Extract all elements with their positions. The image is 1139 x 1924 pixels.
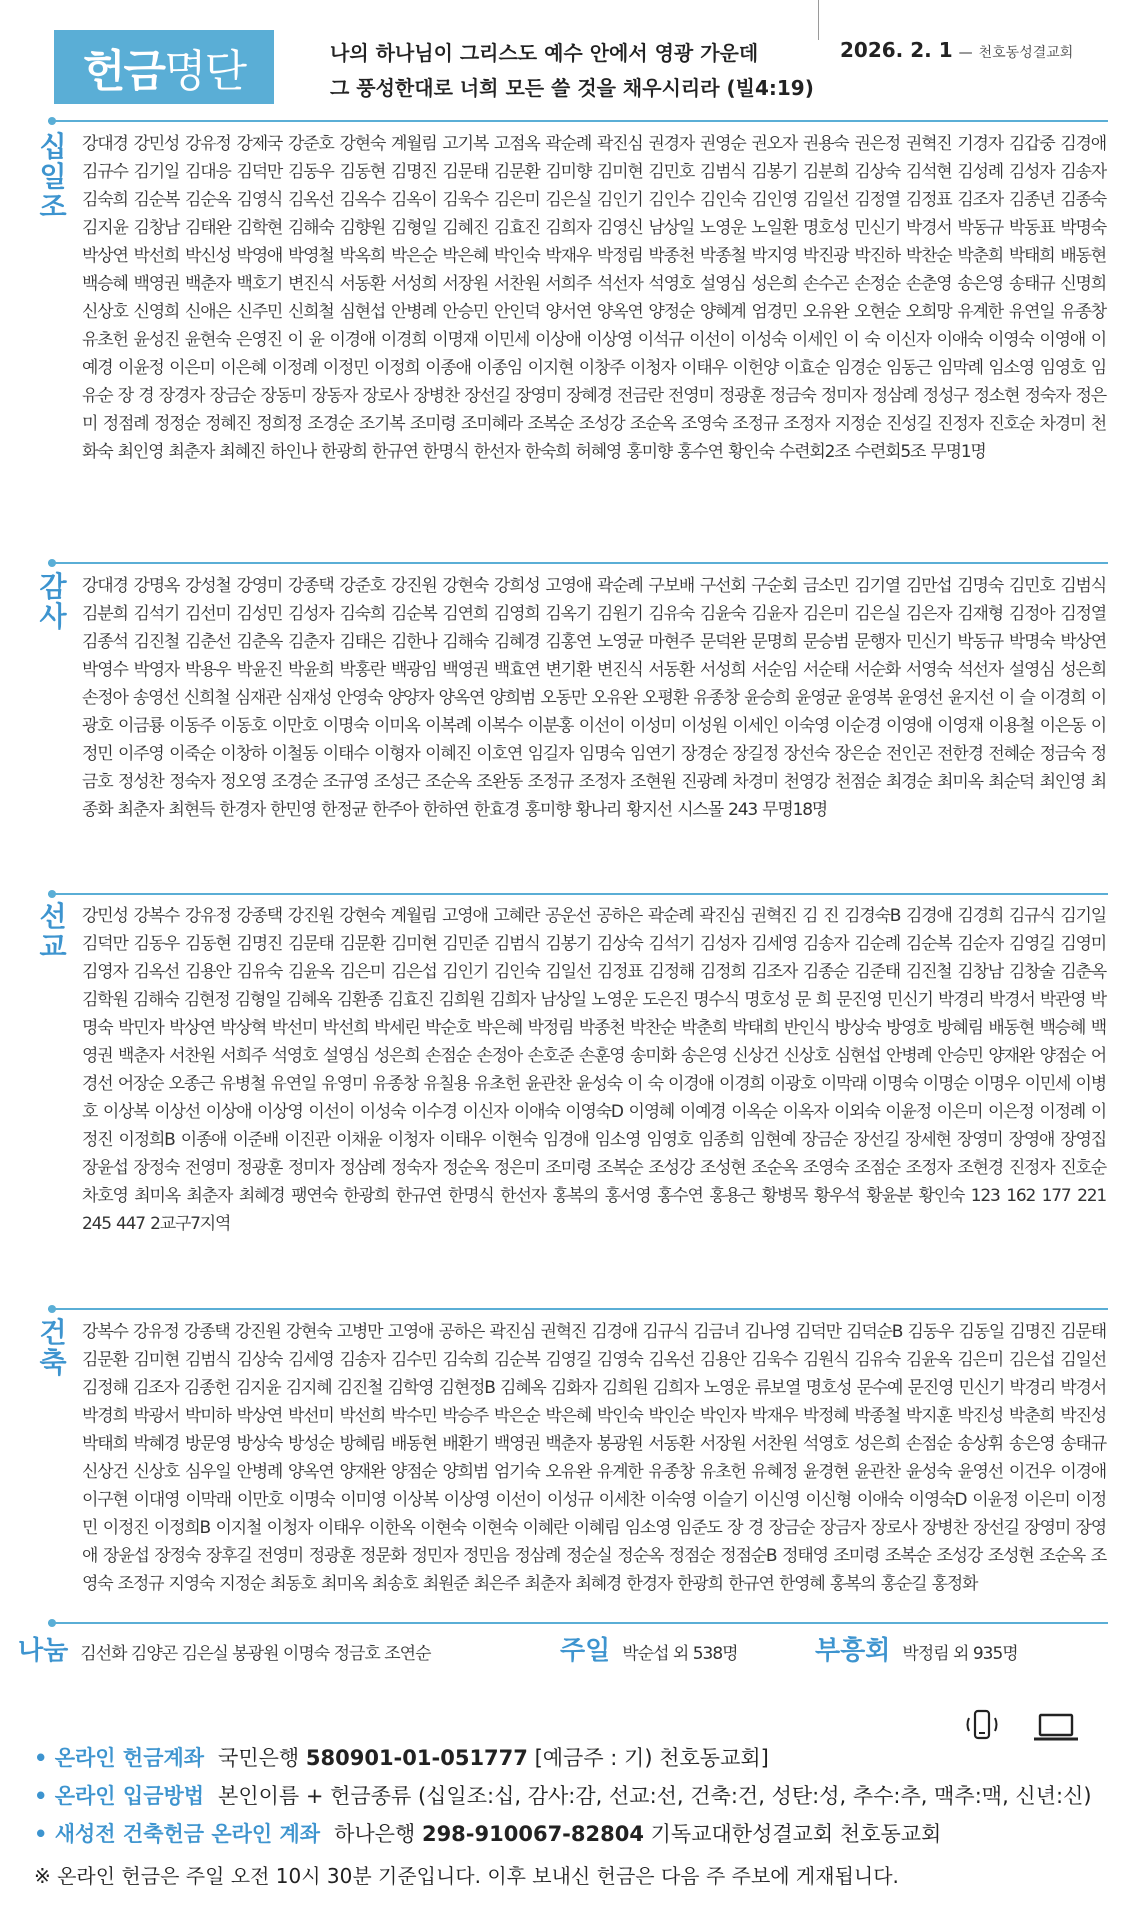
tithe-names: 강대경 강민성 강유정 강제국 강준호 강현숙 계월림 고기복 고점옥 곽순례 곽진심 권경자 권영순 권오자 권용숙 권은정 권혁진 기경자 김갑중 김경애 김규수 김기일 김대응 김덕만 김동우 김동현 김명진 김문태 김문환 김미향 김미현 김민호 김범식 김봉기 김분희 김상숙 김석현 김성례 김성자 김송자 김숙희 김순복 김순옥 김영식 김옥선 김옥수 김옥이 김욱수 김은미 김은실 김인기 김인수 김인숙 김인영 김일선 김정열 김정표 김조자 김종년 김종숙 김지윤 김창남 김태완 김학현 김해숙 김향원 김형일 김혜진 김효진 김희자 김영신 남상일 노영운 노일환 명호성 민신기 박경서 박동규 박동표 박명숙 박상연 박선희 박신성 박영애 박영철 박옥희 박은순 박은혜 박인숙 박재우 박정림 박종천 박종철 박지영 박진광 박진하 박찬순 박춘희 박태희 배동현 백승혜 백영권 백춘자 백호기 변진식 서동환 서성희 서장원 서찬원 서희주 석선자 석영호 설영심 성은희 손수곤 손정순 손춘영 송은영 송태규 신명희 신상호 신영희 신애은 신주민 신희철 심현섭 안병례 안승민 안인덕 양서연 양옥연 양정순 양혜계 엄경민 오유완 오현순 오희망 유계한 유연일 유종창 유초헌 윤성진 윤현숙 은영진 이 윤 이경애 이경희 이명재 이민세 이상애 이상영 이석규 이선이 이성숙 이세인 이 숙 이신자 이애숙 이영숙 이영애 이예경 이윤정 이은미 이은혜 이정례 이정민 이정희 이종애 이종임 이지현 이창주 이청자 이태우 이헌양 이효순 임경순 임동근 임막례 임소영 임영호 임유순 장 경 장경자 장금순 장동미 장동자 장로사 장병찬 장선길 장영미 장혜경 전금란 전영미 정광훈 정금숙 정미자 정삼례 정성구 정소현 정숙자 정은미 정점례 정정순 정혜진 정희정 조경순 조기복 조미령 조미혜라 조복순 조성강 조순옥 조영숙 조정규 조정자 지정순 진성길 진정자 진호순 차경미 천화숙 최인영 최춘자 최혜진 하인나 한광희 한규연 한명식 한선자 한숙희 허혜영 홍미향 홍수연 황인숙 수련회2조 수련회5조 무명1명 xyxy=(82,134,1106,462)
sunday-label: 주일 xyxy=(560,1636,611,1666)
sharing-offering xyxy=(18,1630,431,1670)
phone-icon xyxy=(960,1708,1004,1746)
building-account-number: 298-910067-82804 xyxy=(421,1822,644,1846)
online-account-number: 580901-01-051777 xyxy=(305,1746,528,1770)
online-account-holder: [예금주 : 기) 천호동교회] xyxy=(534,1746,769,1770)
thanks-names: 강대경 강명옥 강성철 강영미 강종택 강준호 강진원 강현숙 강희성 고영애 곽순례 구보배 구선회 구순회 금소민 김기열 김만섭 김명숙 김민호 김범식 김분희 김석기 김선미 김성민 김성자 김숙희 김순복 김연희 김영희 김옥기 김원기 김유숙 김윤숙 김윤자 김은미 김은실 김은자 김재형 김정아 김정열 김종석 김진철 김춘선 김춘옥 김춘자 김태은 김한나 김해숙 김혜경 김홍연 노영균 마현주 문덕완 문명희 문승범 문행자 민신기 박동규 박명숙 박상연 박영수 박영자 박용우 박윤진 박윤희 박홍란 백광임 백영권 백효연 변기환 변진식 서동환 서성희 서순임 서순태 서순화 서영숙 석선자 설영심 성은희 손정아 송영선 신희철 심재관 심재성 안영숙 양양자 양옥연 양희범 오동만 오유완 오평환 유종창 윤승희 윤영균 윤영복 윤영선 윤지선 이 슬 이경희 이광호 이금룡 이동주 이동호 이만호 이명숙 이미옥 이복례 이복수 이분홍 이선이 이성미 이성원 이세인 이숙영 이순경 이영애 이영재 이용철 이은동 이정민 이주영 이죽순 이창하 이철동 이태수 이형자 이혜진 이호연 임길자 임명숙 임연기 장경순 장길정 장선숙 장은순 전인곤 전한경 전혜순 정금숙 정금호 정성찬 정숙자 정오영 조경순 조규영 조성근 조순옥 조완동 조정규 조정자 조현원 진광례 차경미 천영강 천점순 최경순 최미옥 최순덕 최인영 최종화 최춘자 최현득 한경자 한민영 한정균 한주아 한하연 한효경 홍미향 황나리 황지선 시스몰 243 무명18명 xyxy=(82,576,1106,820)
logo-text-light: 명단 xyxy=(164,46,246,97)
online-method-row xyxy=(34,1781,1092,1811)
sharing-label: 나눔 xyxy=(18,1636,69,1666)
building-names: 강복수 강유정 강종택 강진원 강현숙 고병만 고영애 공하은 곽진심 권혁진 김경애 김규식 김금녀 김나영 김덕만 김덕순B 김동우 김동일 김명진 김문태 김문환 김미현 김범식 김상숙 김세영 김송자 김수민 김숙희 김순복 김영길 김영숙 김옥선 김용안 김욱수 김원식 김유숙 김윤옥 김은미 김은섭 김일선 김정해 김조자 김종헌 김지윤 김지혜 김진철 김학영 김현정B 김혜옥 김화자 김희원 김희자 노영운 류보열 명호성 문수예 문진영 민신기 박경리 박경서 박경희 박광서 박미하 박상연 박선미 박선희 박수민 박승주 박은순 박은혜 박인숙 박인순 박인자 박재우 박정혜 박종철 박지훈 박진성 박춘희 박진성 박태희 박혜경 방문영 방상숙 방성순 방혜림 배동현 배환기 백영권 백춘자 봉광원 서동환 서장원 서찬원 석영호 성은희 손점순 송상휘 송은영 송태규 신상건 신상호 심우일 안병례 양옥연 양재완 양점순 양희범 엄기숙 오유완 유계한 유종창 유초헌 유혜정 윤경현 윤관찬 윤성숙 윤영선 이건우 이경애 이구현 이대영 이막래 이만호 이명숙 이미영 이상복 이상영 이선이 이성규 이세찬 이숙영 이슬기 이신영 이신형 이애숙 이영숙D 이윤정 이은미 이정민 이정진 이정희B 이지철 이청자 이태우 이한옥 이현숙 이현숙 이혜란 이혜림 임소영 임준도 장 경 장금순 장금자 장로사 장병찬 장선길 장영미 장영애 장윤섭 장정숙 장후길 전영미 정광훈 정문화 정민자 정민음 정삼례 정순실 정순옥 정점순 정점순B 정태영 조미령 조복순 조성강 조성현 조순옥 조영숙 조정규 지영숙 지정순 최동호 최미옥 최송호 최원준 최은주 최춘자 최혜경 한경자 한광희 한규연 한영혜 홍복의 홍순길 홍정화 xyxy=(82,1322,1106,1594)
section-title-mission: 선교 xyxy=(39,900,67,963)
logo-text-bold: 헌금 xyxy=(82,46,164,97)
device-icons xyxy=(960,1708,1080,1746)
building-account-bank: 하나은행 xyxy=(334,1822,416,1846)
date-block xyxy=(840,38,1073,62)
bible-verse xyxy=(330,36,814,106)
section-divider xyxy=(48,1308,1108,1310)
header-divider xyxy=(818,0,819,40)
section-title-tithe: 십일조 xyxy=(39,130,67,223)
laptop-icon xyxy=(1032,1712,1080,1746)
online-method-label: • 온라인 입금방법 xyxy=(34,1784,205,1808)
revival-value: 박정림 외 935명 xyxy=(902,1644,1018,1664)
date-separator: — xyxy=(958,45,973,61)
verse-line-2: 그 풍성한대로 너희 모든 쓸 것을 채우시리라 (빌4:19) xyxy=(330,76,814,100)
section-divider xyxy=(48,893,1108,895)
building-account-holder: 기독교대한성결교회 천호동교회 xyxy=(650,1822,942,1846)
online-account-row xyxy=(34,1743,769,1773)
online-method-text: 본인이름 + 헌금종류 (십일조:십, 감사:감, 선교:선, 건축:건, 성탄:성, 추수:추, 맥추:맥, 신년:신) xyxy=(218,1784,1092,1808)
sunday-value: 박순섭 외 538명 xyxy=(622,1644,738,1664)
revival-offering xyxy=(815,1630,1018,1670)
sunday-offering xyxy=(560,1630,738,1670)
section-title-building: 건축 xyxy=(39,1316,67,1379)
church-name: 천호동성결교회 xyxy=(978,45,1074,61)
section-divider xyxy=(48,562,1108,564)
building-account-row xyxy=(34,1819,941,1849)
mission-names: 강민성 강복수 강유정 강종택 강진원 강현숙 계월림 고영애 고혜란 공운선 공하은 곽순례 곽진심 권혁진 김 진 김경숙B 김경애 김경희 김규식 김기일 김덕만 김동우 김동현 김명진 김문태 김문환 김미현 김민준 김범식 김봉기 김상숙 김석기 김성자 김세영 김송자 김순례 김순복 김순자 김영길 김영미 김영자 김옥선 김용안 김유숙 김윤옥 김은미 김은섭 김인기 김인숙 김일선 김정표 김정해 김정희 김조자 김종순 김준태 김진철 김창남 김창술 김춘옥 김학원 김해숙 김현정 김형일 김혜옥 김환종 김효진 김희원 김희자 남상일 노영운 도은진 명수식 명호성 문 희 문진영 민신기 박경리 박경서 박관영 박명숙 박민자 박상연 박상혁 박선미 박선희 박세린 박순호 박은혜 박정림 박종천 박찬순 박춘희 박태희 반인식 방상숙 방영호 방혜림 배동현 백승혜 백영권 백춘자 서찬원 서희주 석영호 설영심 성은희 손점순 손정아 손호준 손훈영 송미화 송은영 신상건 신상호 심현섭 안병례 안승민 양재완 양점순 어경선 어장순 오종근 유병철 유연일 유영미 유종창 유칠용 유초헌 윤관찬 윤성숙 이 숙 이경애 이경희 이광호 이막래 이명숙 이명순 이명우 이민세 이병호 이상복 이상선 이상애 이상영 이선이 이성숙 이수경 이신자 이애숙 이영숙D 이영혜 이예경 이옥순 이옥자 이외숙 이윤정 이은미 이은정 이정례 이정진 이정희B 이종애 이준배 이진관 이채윤 이청자 이태우 이현숙 임경애 임소영 임영호 임종희 임현예 장금순 장선길 장세현 장영미 장영애 장영집 장윤섭 장정숙 전영미 정광훈 정미자 정삼례 정숙자 정순옥 정은미 조미령 조복순 조성강 조성현 조순옥 조영숙 조점순 조정자 조현경 진정자 진호순 차호영 최미옥 최춘자 최혜경 팽연숙 한광희 한규연 한명식 한선자 홍복의 홍서영 홍수연 홍용근 황병목 황우석 황윤분 황인숙 123 162 177 221 245 447 2교구7지역 xyxy=(82,906,1106,1234)
section-divider xyxy=(48,1622,1108,1624)
online-offering-note: ※ 온라인 헌금은 주일 오전 10시 30분 기준입니다. 이후 보내신 헌금은 다음 주 주보에 게재됩니다. xyxy=(34,1864,899,1888)
bulletin-date: 2026. 2. 1 xyxy=(840,38,953,62)
sharing-names: 김선화 김양곤 김은실 봉광원 이명숙 정금호 조연순 xyxy=(80,1644,431,1664)
verse-line-1: 나의 하나님이 그리스도 예수 안에서 영광 가운데 xyxy=(330,41,759,65)
building-account-label: • 새성전 건축헌금 온라인 계좌 xyxy=(34,1822,321,1846)
offering-list-logo xyxy=(54,30,274,104)
online-account-label: • 온라인 헌금계좌 xyxy=(34,1746,205,1770)
section-title-thanks: 감사 xyxy=(39,570,67,633)
online-account-bank: 국민은행 xyxy=(218,1746,300,1770)
section-divider xyxy=(48,120,1108,122)
revival-label: 부흥회 xyxy=(815,1636,891,1666)
